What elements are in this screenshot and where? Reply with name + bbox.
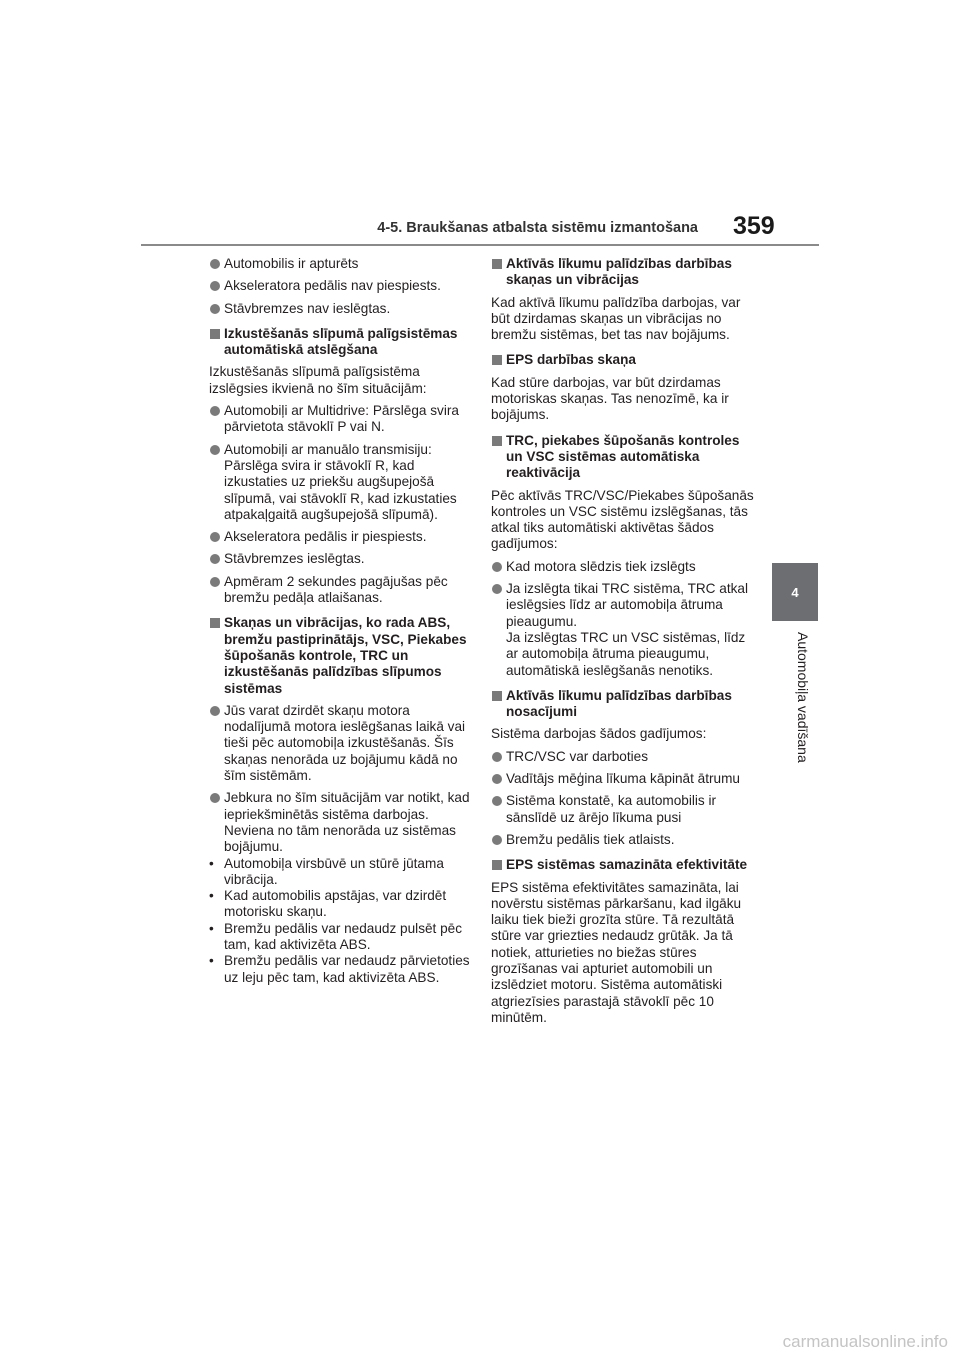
square-marker-icon [492, 436, 502, 446]
paragraph: Izkustēšanās slīpumā palīgsistēma izslēgsies ikvienā no šīm situācijām: [209, 364, 427, 396]
sub-list-item: • Bremžu pedālis var nedaudz pulsēt pēc tam, kad aktivizēta ABS. [209, 920, 463, 952]
chapter-title: Automobiļa vadīšana [795, 632, 811, 763]
bullet-dot-icon [210, 532, 220, 542]
list-item: Bremžu pedālis tiek atlaists. [491, 832, 757, 848]
square-marker-icon [210, 329, 220, 339]
section-heading: Skaņas un vibrācijas, ko rada ABS, bremžu pastiprinātājs, VSC, Piekabes šūpošanās kontrole, TRC un izkustēšanās palīdzības slīpumos sistēmas [209, 615, 471, 696]
header-divider [141, 244, 819, 246]
list-item: Stāvbremzes ieslēgtas. [209, 551, 471, 567]
bullet-dot-icon [210, 554, 220, 564]
section-heading: EPS darbības skaņa [491, 352, 757, 368]
square-marker-icon [492, 691, 502, 701]
left-column [209, 256, 471, 986]
list-item: Automobiļi ar Multidrive: Pārslēga svira pārvietota stāvoklī P vai N. [209, 403, 471, 436]
list-item: TRC/VSC var darboties [491, 749, 757, 765]
list-item: Ja izslēgta tikai TRC sistēma, TRC atkal ieslēgsies līdz ar automobiļa ātruma pieaugumu. Ja izslēgtas TRC un VSC sistēmas, līdz ar automobiļa ātruma pieaugumu, automātiskā ieslēgšanās nenotiks. [491, 581, 757, 679]
list-item: Akseleratora pedālis ir piespiests. [209, 529, 471, 545]
paragraph: Pēc aktīvās TRC/VSC/Piekabes šūpošanās kontroles un VSC sistēmu izslēgšanas, tās atkal tiks automātiski aktivētas šādos gadījumos: [491, 487, 754, 552]
bullet-dot-icon [210, 445, 220, 455]
section-title: 4-5. Braukšanas atbalsta sistēmu izmantošana [377, 220, 698, 236]
sub-bullet-mark: • [209, 920, 214, 936]
bullet-dot-icon [492, 562, 502, 572]
sub-bullet-mark: • [209, 888, 214, 904]
sub-bullet-mark: • [209, 953, 214, 969]
paragraph: Sistēma darbojas šādos gadījumos: [491, 726, 707, 742]
sub-list-item: • Automobiļa virsbūvē un stūrē jūtama vibrācija. [209, 855, 444, 887]
page-number: 359 [733, 212, 775, 240]
watermark: carmanualsonline.info [782, 1332, 948, 1351]
section-heading: EPS sistēmas samazināta efektivitāte [491, 857, 757, 873]
list-item: Apmēram 2 sekundes pagājušas pēc bremžu pedāļa atlaišanas. [209, 574, 471, 607]
list-item: Vadītājs mēģina līkuma kāpināt ātrumu [491, 771, 757, 787]
paragraph: Kad aktīvā līkumu palīdzība darbojas, var būt dzirdamas skaņas un vibrācijas no bremžu sistēmas, bet tas nav bojājums. [491, 294, 741, 343]
list-item: Akseleratora pedālis nav piespiests. [209, 278, 471, 294]
bullet-dot-icon [492, 774, 502, 784]
list-item: Jūs varat dzirdēt skaņu motora nodalījumā motora ieslēgšanas laikā vai tieši pēc automobiļa izkustēšanās. Šīs skaņas nenorāda uz bojājumu kādā no šīm sistēmām. [209, 703, 471, 784]
bullet-dot-icon [210, 259, 220, 269]
bullet-dot-icon [210, 304, 220, 314]
list-item: Stāvbremzes nav ieslēgtas. [209, 301, 471, 317]
bullet-dot-icon [210, 793, 220, 803]
bullet-dot-icon [210, 706, 220, 716]
right-column [491, 256, 757, 1032]
bullet-dot-icon [210, 281, 220, 291]
sub-bullet-mark: • [209, 855, 214, 871]
list-item: Automobiļi ar manuālo transmisiju: Pārslēga svira ir stāvoklī R, kad izkustaties uz priekšu augšupejošā slīpumā, vai stāvoklī R, kad izkustaties atpakaļgaitā augšupejošā slīpumā). [209, 442, 471, 523]
bullet-dot-icon [210, 406, 220, 416]
list-item: Sistēma konstatē, ka automobilis ir sānslīdē uz ārējo līkuma pusi [491, 793, 757, 826]
square-marker-icon [492, 860, 502, 870]
section-heading: Aktīvās līkumu palīdzības darbības nosacījumi [491, 688, 757, 721]
section-heading: TRC, piekabes šūpošanās kontroles un VSC sistēmas automātiska reaktivācija [491, 433, 757, 482]
sub-list-item: • Kad automobilis apstājas, var dzirdēt motorisku skaņu. [209, 888, 447, 920]
sub-list-item: • Bremžu pedālis var nedaudz pārvietoties uz leju pēc tam, kad aktivizēta ABS. [209, 953, 470, 985]
square-marker-icon [492, 355, 502, 365]
list-item: Kad motora slēdzis tiek izslēgts [491, 559, 757, 575]
list-item: Automobilis ir apturēts [209, 256, 471, 272]
bullet-dot-icon [210, 577, 220, 587]
paragraph: EPS sistēma efektivitātes samazināta, lai novērstu sistēmas pārkaršanu, kad ilgāku laiku tiek bieži grozīta stūre. Tā rezultātā stūre var griezties nedaudz grūtāk. Ja tā notiek, atturieties no biežas stūres grozīšanas vai apturiet automobili un izslēdziet motoru. Sistēma automātiski atgriezīsies parastajā stāvoklī pēc 10 minūtēm. [491, 879, 742, 1025]
chapter-tab[interactable] [772, 563, 818, 621]
bullet-dot-icon [492, 752, 502, 762]
paragraph: Kad stūre darbojas, var būt dzirdamas motoriskas skaņas. Tas nenozīmē, ka ir bojājums. [491, 374, 729, 423]
list-item: Jebkura no šīm situācijām var notikt, kad iepriekšminētās sistēma darbojas. Neviena no tām nenorāda uz sistēmas bojājumu. [209, 790, 471, 855]
section-heading: Aktīvās līkumu palīdzības darbības skaņas un vibrācijas [491, 256, 757, 289]
bullet-dot-icon [492, 835, 502, 845]
square-marker-icon [492, 259, 502, 269]
bullet-dot-icon [492, 584, 502, 594]
square-marker-icon [210, 618, 220, 628]
section-heading: Izkustēšanās slīpumā palīgsistēmas automātiskā atslēgšana [209, 326, 471, 359]
bullet-dot-icon [492, 796, 502, 806]
chapter-number: 4 [791, 584, 799, 600]
